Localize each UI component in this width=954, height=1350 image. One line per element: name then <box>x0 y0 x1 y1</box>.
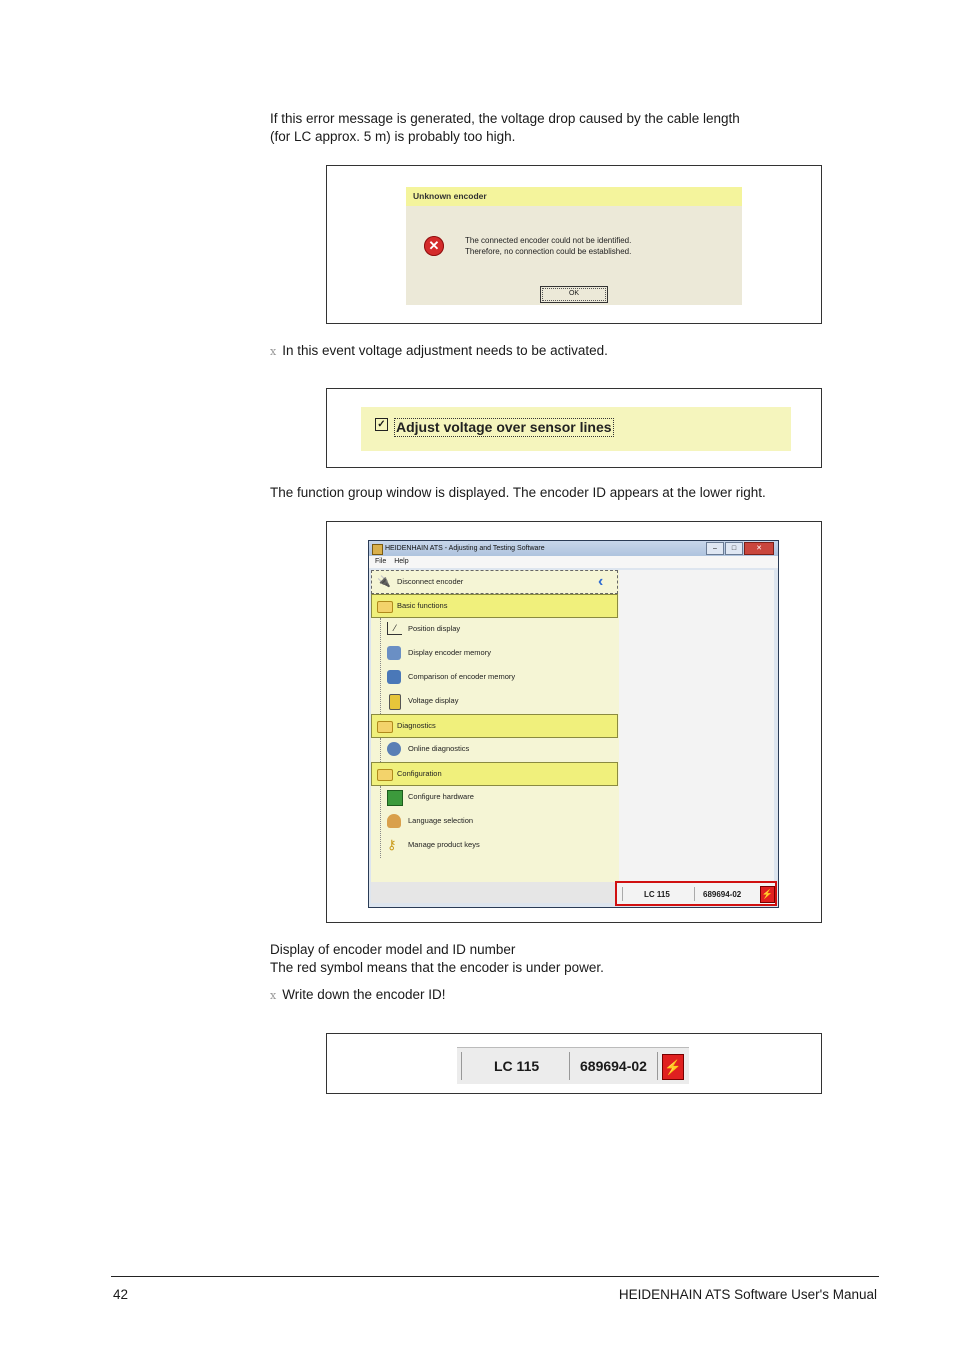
group-configuration[interactable] <box>371 762 618 786</box>
close-button[interactable]: ✕ <box>744 542 774 555</box>
bullet-item <box>270 342 608 360</box>
menu-bar <box>369 556 778 568</box>
memory-icon <box>387 646 401 660</box>
error-icon: ✕ <box>424 236 444 256</box>
diagnostics-icon <box>387 742 401 756</box>
item-voltage-display[interactable] <box>371 690 618 712</box>
people-icon <box>387 814 401 828</box>
window-title-bar <box>369 541 778 556</box>
folder-icon <box>377 601 393 613</box>
compare-icon <box>387 670 401 684</box>
item-display-encoder-memory[interactable] <box>371 642 618 664</box>
plug-icon: 🔌 <box>377 576 391 588</box>
footer-title: HEIDENHAIN ATS Software User's Manual <box>618 1287 877 1302</box>
bullet-text: Write down the encoder ID! <box>282 987 446 1002</box>
group-diagnostics[interactable] <box>371 714 618 738</box>
page-number: 42 <box>113 1287 129 1302</box>
item-online-diagnostics[interactable] <box>371 738 618 760</box>
item-language-selection[interactable] <box>371 810 618 832</box>
status-separator <box>657 1052 658 1080</box>
ok-button[interactable]: OK <box>540 286 608 303</box>
item-label: Disconnect encoder <box>397 577 464 586</box>
item-label: Configuration <box>397 769 442 778</box>
status-separator <box>569 1052 570 1080</box>
bullet-text: In this event voltage adjustment needs to be activated. <box>282 343 608 358</box>
encoder-id-figure <box>326 1033 822 1094</box>
encoder-id: 689694-02 <box>580 1058 647 1074</box>
chart-icon: ⁄ <box>387 622 402 635</box>
status-separator <box>694 887 695 901</box>
item-comparison-encoder-memory[interactable] <box>371 666 618 688</box>
paragraph-line: If this error message is generated, the voltage drop caused by the cable length <box>270 111 740 126</box>
adjust-voltage-checkbox[interactable]: ✓ <box>375 418 388 431</box>
item-label: Manage product keys <box>408 840 480 849</box>
message-line: The connected encoder could not be identified. <box>465 236 632 245</box>
encoder-model: LC 115 <box>644 890 670 899</box>
item-label: Basic functions <box>397 601 448 610</box>
item-disconnect-encoder[interactable] <box>371 570 618 594</box>
status-separator <box>461 1052 462 1080</box>
back-arrow-icon: ‹ <box>598 573 604 590</box>
encoder-id-highlight <box>615 881 777 906</box>
bullet-marker: x <box>270 345 277 358</box>
content-pane <box>619 570 774 903</box>
status-bar-zoomed <box>457 1047 689 1084</box>
function-tree <box>371 570 619 882</box>
app-icon <box>372 544 383 555</box>
item-configure-hardware[interactable] <box>371 786 618 808</box>
folder-icon <box>377 769 393 781</box>
folder-icon <box>377 721 393 733</box>
battery-icon <box>389 694 401 710</box>
menu-help[interactable]: Help <box>394 558 409 565</box>
item-position-display[interactable] <box>371 618 618 640</box>
paragraph-line: The red symbol means that the encoder is under power. <box>270 960 604 975</box>
status-separator <box>622 887 623 901</box>
bullet-marker: x <box>270 989 277 1002</box>
adjust-voltage-label[interactable]: Adjust voltage over sensor lines <box>396 419 612 435</box>
paragraph-line: The function group window is displayed. The encoder ID appears at the lower right. <box>270 485 766 500</box>
voltage-option <box>361 407 791 451</box>
message-line: Therefore, no connection could be established. <box>465 247 632 256</box>
error-dialog <box>406 187 742 305</box>
error-dialog-figure <box>326 165 822 324</box>
window-controls <box>705 542 774 555</box>
menu-file[interactable]: File <box>375 558 387 565</box>
item-label: Configure hardware <box>408 792 474 801</box>
encoder-id: 689694-02 <box>703 890 742 899</box>
minimize-button[interactable]: – <box>706 542 724 555</box>
item-label: Diagnostics <box>397 721 436 730</box>
power-icon: ⚡ <box>760 886 775 903</box>
item-manage-product-keys[interactable] <box>371 834 618 856</box>
dialog-title: Unknown encoder <box>406 187 742 206</box>
app-window <box>368 540 779 908</box>
paragraph-line: Display of encoder model and ID number <box>270 942 516 957</box>
window-title: HEIDENHAIN ATS - Adjusting and Testing Software <box>385 545 545 552</box>
dialog-message <box>465 235 631 257</box>
bullet-item <box>270 986 446 1004</box>
app-window-figure <box>326 521 822 923</box>
maximize-button[interactable]: □ <box>725 542 743 555</box>
hardware-icon <box>387 790 403 806</box>
paragraph-line: (for LC approx. 5 m) is probably too high. <box>270 129 516 144</box>
item-label: Language selection <box>408 816 474 825</box>
voltage-option-figure <box>326 388 822 468</box>
window-body <box>371 570 774 903</box>
item-label: Display encoder memory <box>408 648 491 657</box>
item-label: Voltage display <box>408 696 459 705</box>
group-basic-functions[interactable] <box>371 594 618 618</box>
key-icon: ⚷ <box>387 837 397 852</box>
item-label: Comparison of encoder memory <box>408 672 516 681</box>
power-icon: ⚡ <box>662 1054 684 1080</box>
encoder-model: LC 115 <box>494 1058 540 1074</box>
item-label: Position display <box>408 624 461 633</box>
item-label: Online diagnostics <box>408 744 470 753</box>
footer-divider <box>111 1276 879 1277</box>
